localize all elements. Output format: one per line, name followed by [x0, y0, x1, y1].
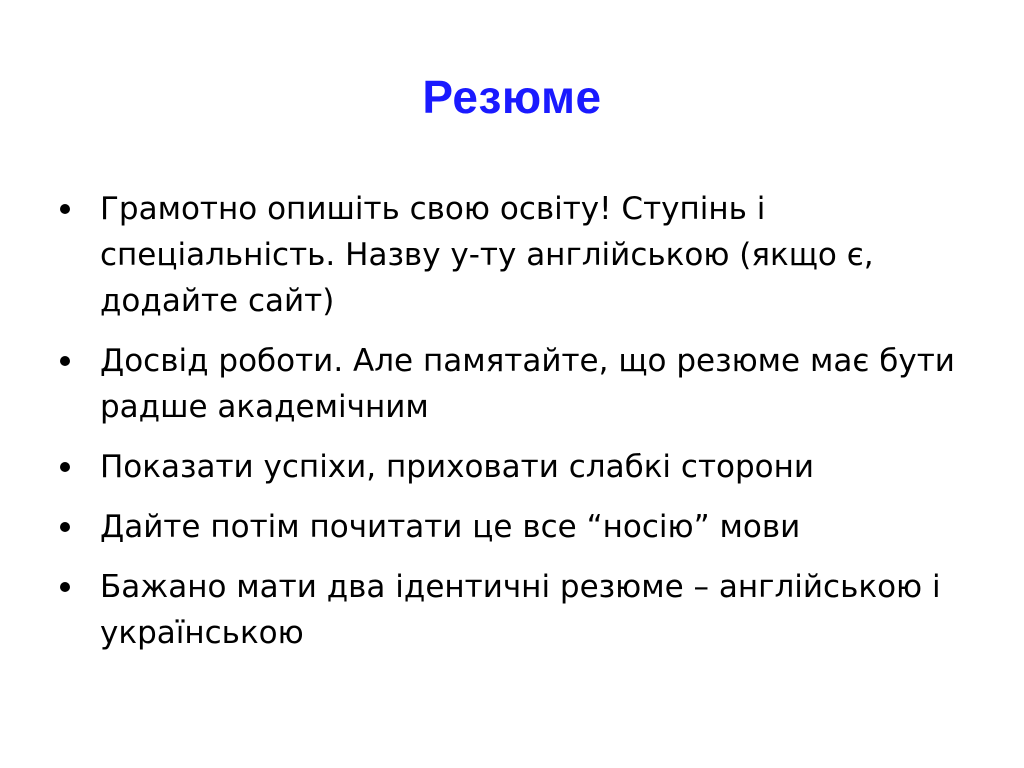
bullet-text: Досвід роботи. Але памятайте, що резюме має бути радше академічним	[100, 343, 955, 425]
bullet-item	[60, 338, 960, 430]
bullet-text: Дайте потім почитати це все “носію” мови	[100, 509, 801, 545]
slide-title: Резюме	[422, 71, 602, 123]
bullet-dot-icon	[60, 522, 70, 532]
bullet-dot-icon	[60, 582, 70, 592]
bullet-dot-icon	[60, 462, 70, 472]
bullet-text: Показати успіхи, приховати слабкі сторони	[100, 449, 815, 485]
bullet-dot-icon	[60, 204, 70, 214]
bullet-list	[60, 186, 960, 670]
bullet-item	[60, 186, 960, 324]
bullet-item	[60, 504, 960, 550]
bullet-item	[60, 564, 960, 656]
bullet-text: Бажано мати два ідентичні резюме – англійською і українською	[100, 569, 941, 651]
bullet-dot-icon	[60, 356, 70, 366]
bullet-text: Грамотно опишіть свою освіту! Ступінь і спеціальність. Назву у-ту англійською (якщо є, додайте сайт)	[100, 191, 874, 319]
bullet-item	[60, 444, 960, 490]
